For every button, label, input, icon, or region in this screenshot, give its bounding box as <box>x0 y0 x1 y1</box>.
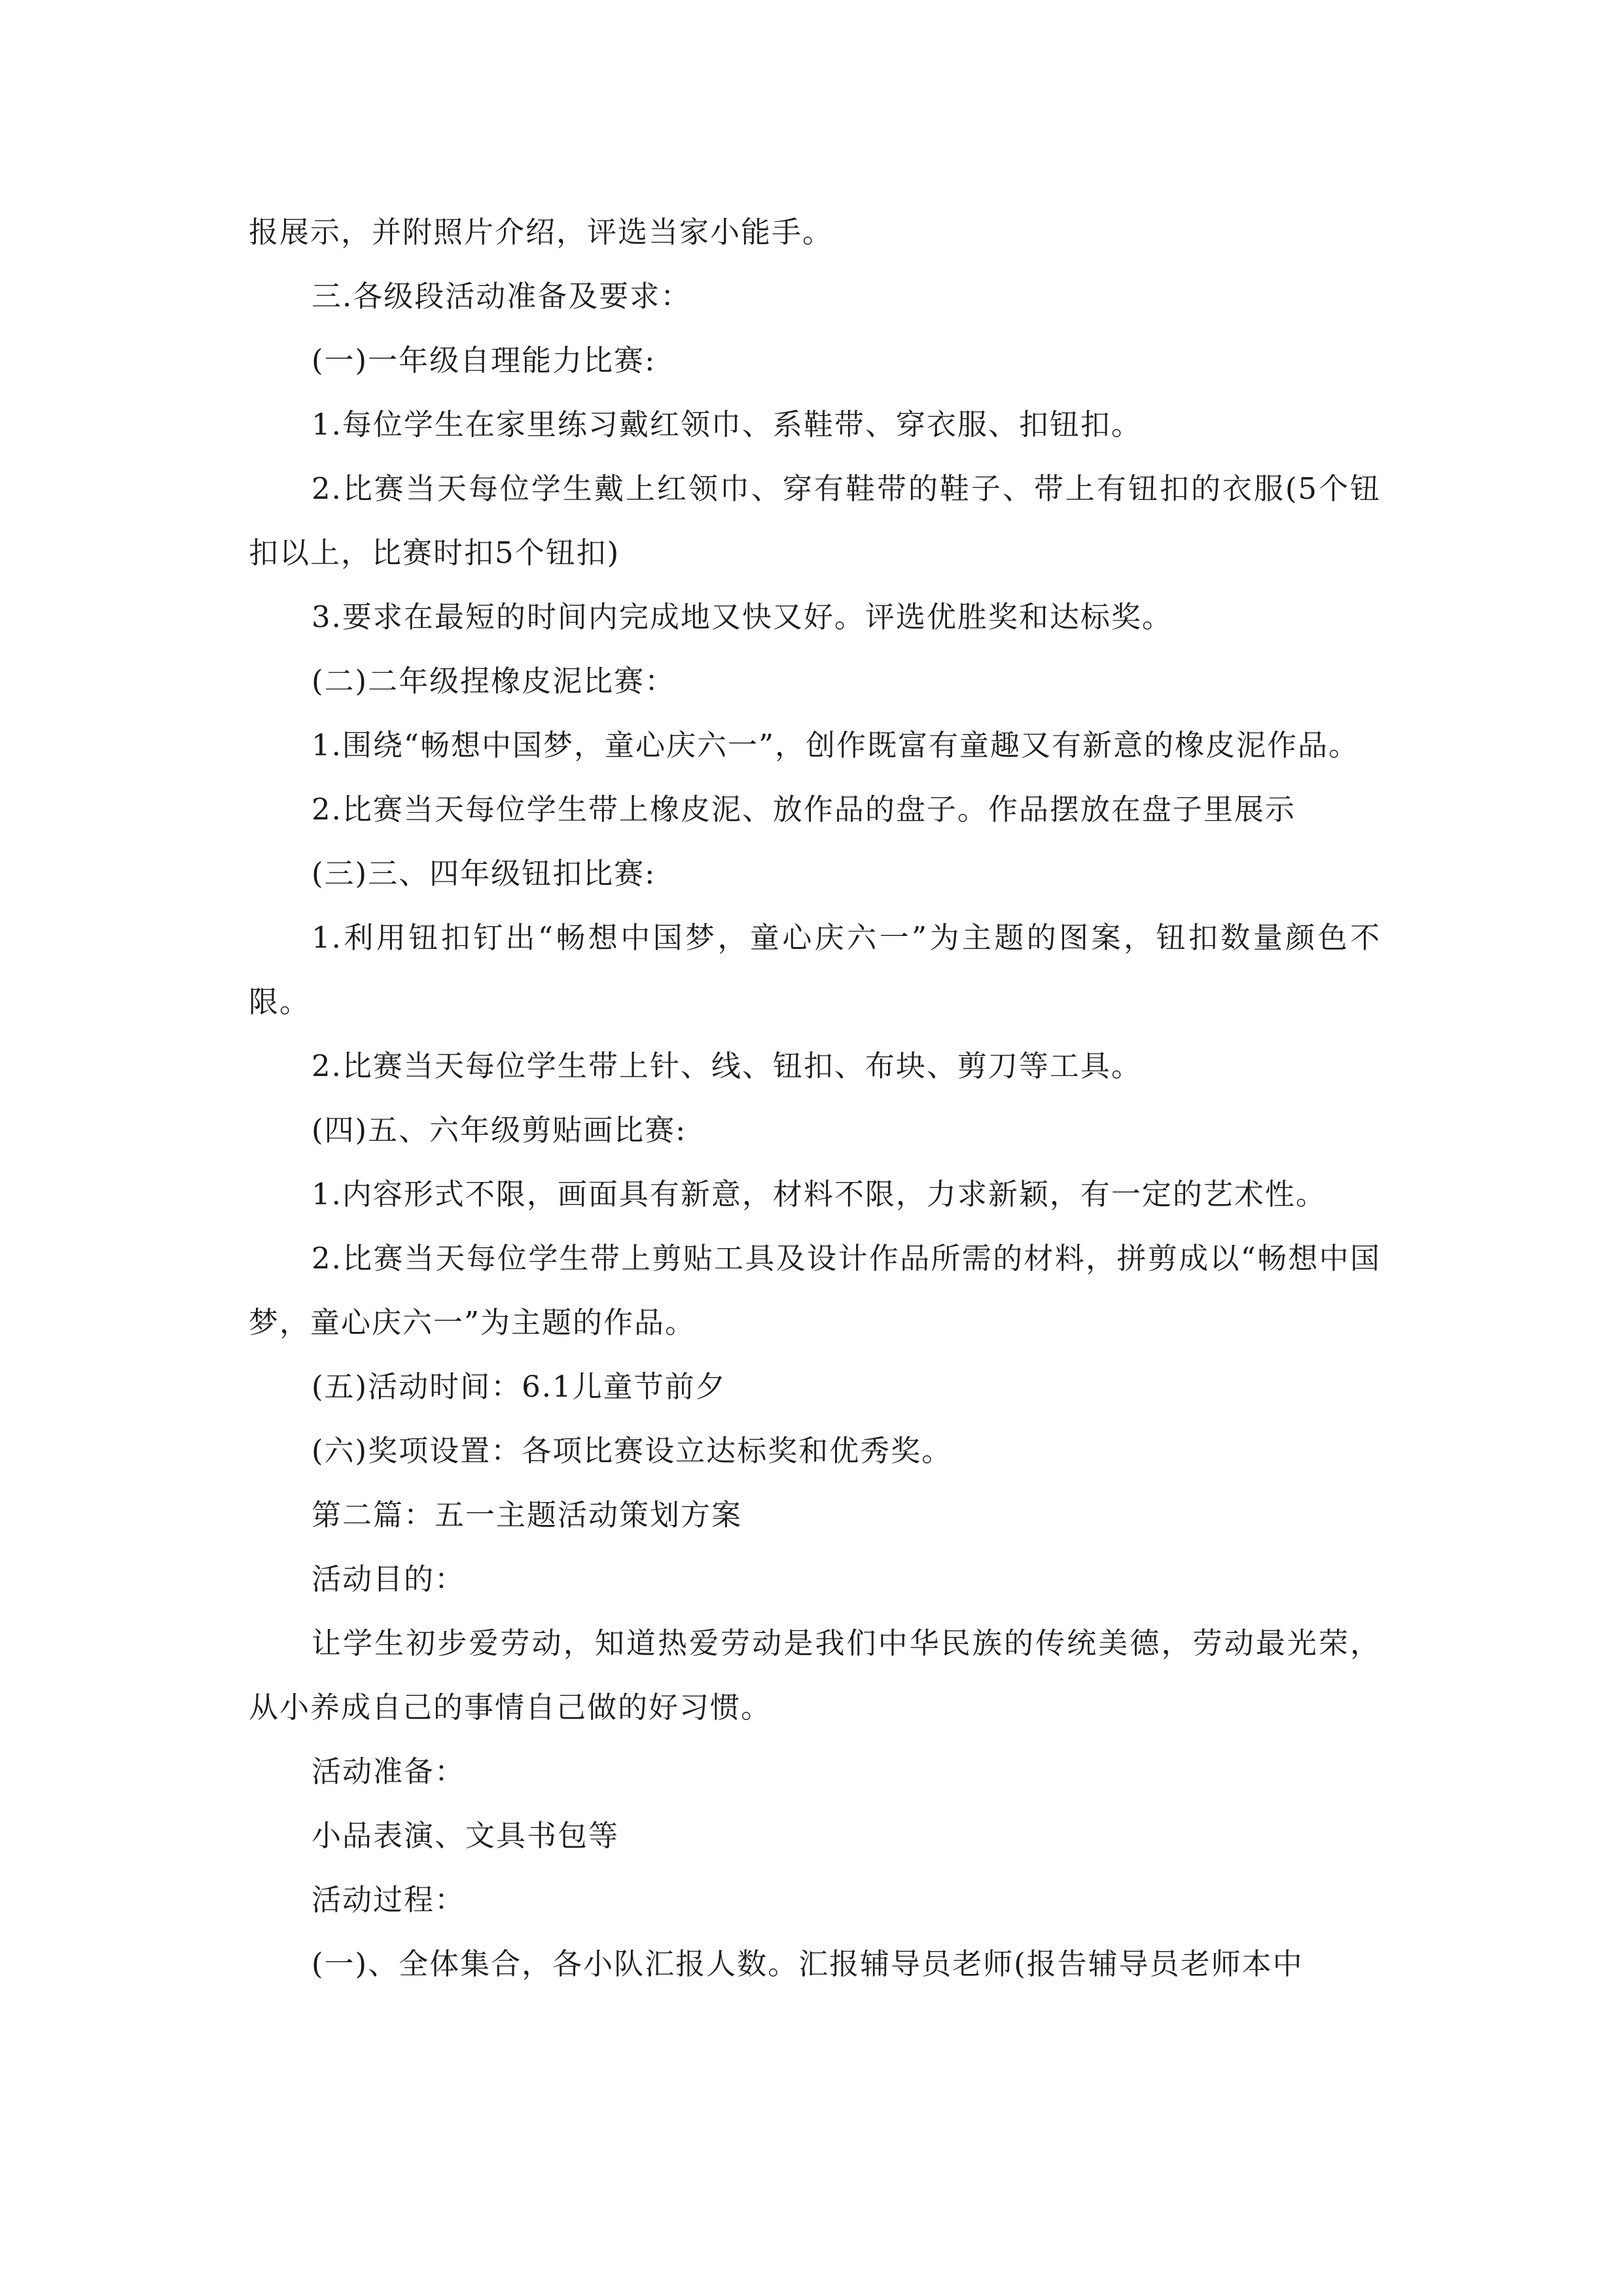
document-body <box>249 200 1381 1996</box>
paragraph-activity-purpose: 让学生初步爱劳动，知道热爱劳动是我们中华民族的传统美德，劳动最光荣，从小养成自己的事情自己做的好习惯。 <box>249 1626 1381 1725</box>
paragraph-activity-preparation: 小品表演、文具书包等 <box>312 1818 620 1853</box>
subheading-grade-3-4: (三)三、四年级钮扣比赛: <box>312 856 656 891</box>
list-item-grade-2-1: 1.围绕“畅想中国梦，童心庆六一”，创作既富有童趣又有新意的橡皮泥作品。 <box>312 728 1359 762</box>
heading-activity-preparation: 活动准备： <box>312 1754 466 1789</box>
list-item-grade-3-4-1: 1.利用钮扣钉出“畅想中国梦，童心庆六一”为主题的图案，钮扣数量颜色不限。 <box>249 920 1381 1019</box>
paragraph-1: 报展示，并附照片介绍，评选当家小能手。 <box>249 215 834 249</box>
list-item-grade-5-6-1: 1.内容形式不限，画面具有新意，材料不限，力求新颖，有一定的艺术性。 <box>312 1177 1327 1211</box>
award-settings: (六)奖项设置：各项比赛设立达标奖和优秀奖。 <box>312 1433 953 1468</box>
list-item-grade-1-3: 3.要求在最短的时间内完成地又快又好。评选优胜奖和达标奖。 <box>312 600 1173 634</box>
list-item-grade-5-6-2: 2.比赛当天每位学生带上剪贴工具及设计作品所需的材料，拼剪成以“畅想中国梦，童心庆六一”为主题的作品。 <box>249 1241 1381 1340</box>
subheading-grade-2: (二)二年级捏橡皮泥比赛： <box>312 664 676 698</box>
list-item-grade-1-1: 1.每位学生在家里练习戴红领巾、系鞋带、穿衣服、扣钮扣。 <box>312 407 1142 442</box>
list-item-grade-1-2: 2.比赛当天每位学生戴上红领巾、穿有鞋带的鞋子、带上有钮扣的衣服(5个钮扣以上，比赛时扣5个钮扣) <box>249 471 1381 570</box>
activity-time: (五)活动时间：6.1儿童节前夕 <box>312 1369 726 1404</box>
section-heading-3: 三.各级段活动准备及要求： <box>312 279 692 314</box>
subheading-grade-5-6: (四)五、六年级剪贴画比赛: <box>312 1113 687 1147</box>
subheading-grade-1: (一)一年级自理能力比赛: <box>312 343 656 378</box>
heading-activity-purpose: 活动目的： <box>312 1562 466 1596</box>
chapter-heading-2: 第二篇：五一主题活动策划方案 <box>312 1498 743 1532</box>
list-item-grade-3-4-2: 2.比赛当天每位学生带上针、线、钮扣、布块、剪刀等工具。 <box>312 1049 1142 1083</box>
paragraph-activity-process-1: (一)、全体集合，各小队汇报人数。汇报辅导员老师(报告辅导员老师本中 <box>312 1946 1304 1981</box>
list-item-grade-2-2: 2.比赛当天每位学生带上橡皮泥、放作品的盘子。作品摆放在盘子里展示 <box>312 792 1296 827</box>
heading-activity-process: 活动过程： <box>312 1882 466 1917</box>
